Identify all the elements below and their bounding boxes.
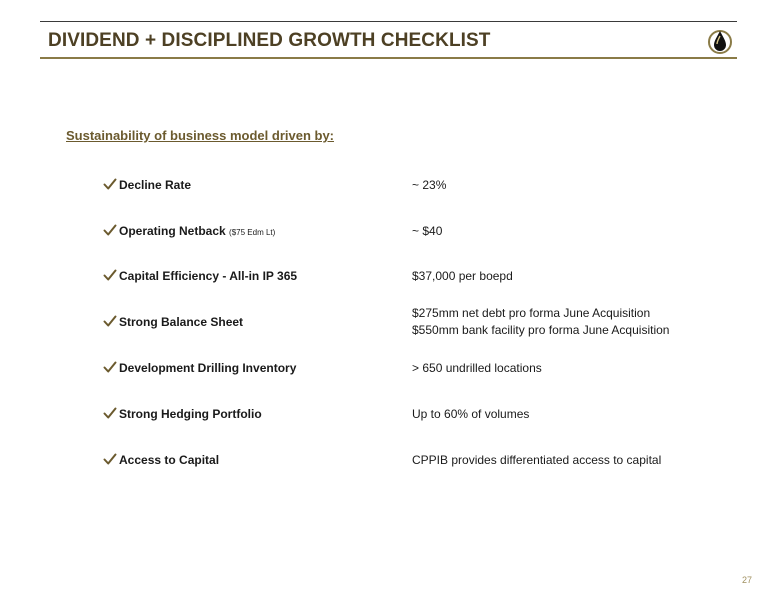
checklist-item-label-note: ($75 Edm Lt) [229,228,276,237]
checkmark-icon [103,314,117,328]
top-divider [40,21,737,22]
page-number: 27 [742,575,753,585]
checkmark-icon [103,452,117,466]
checklist-item-access-to-capital [0,452,776,472]
checkmark-icon [103,360,117,374]
checklist-item-value: CPPIB provides differentiated access to capital [412,453,662,467]
checklist-item-value: $37,000 per boepd [412,269,513,283]
checklist-item-value: ~ 23% [412,178,447,192]
checklist-item-label: Development Drilling Inventory [119,361,297,375]
section-subtitle: Sustainability of business model driven by: [66,128,334,143]
checklist-item-label: Strong Balance Sheet [119,315,244,329]
checkmark-icon [103,177,117,191]
checklist-item-value-line-2: $550mm bank facility pro forma June Acquisition [412,323,670,337]
checklist-item-capital-efficiency [0,268,776,288]
checklist-item-label: Access to Capital [119,453,220,467]
checklist-item-drilling-inventory [0,360,776,380]
checklist-item-label-text: Operating Netback [119,224,226,238]
checkmark-icon [103,223,117,237]
checklist-item-value: > 650 undrilled locations [412,361,542,375]
checkmark-icon [103,268,117,282]
checklist-item-label: Decline Rate [119,178,192,192]
checklist-item-value: ~ $40 [412,224,443,238]
title-underline [40,57,737,59]
checklist-item-strong-balance-sheet [0,306,776,337]
checkmark-icon [103,406,117,420]
checklist-item-hedging-portfolio [0,406,776,426]
page-title: DIVIDEND + DISCIPLINED GROWTH CHECKLIST [48,30,491,51]
checklist-item-operating-netback [0,223,776,243]
checklist-item-value-line-1: $275mm net debt pro forma June Acquisition [412,306,651,320]
checklist-item-label: Strong Hedging Portfolio [119,407,262,421]
checklist-item-label: Capital Efficiency - All-in IP 365 [119,269,298,283]
checklist-item-value: Up to 60% of volumes [412,407,530,421]
checklist-item-decline-rate [0,177,776,197]
oil-drop-logo-icon [708,27,732,54]
checklist-item-label [119,224,275,238]
